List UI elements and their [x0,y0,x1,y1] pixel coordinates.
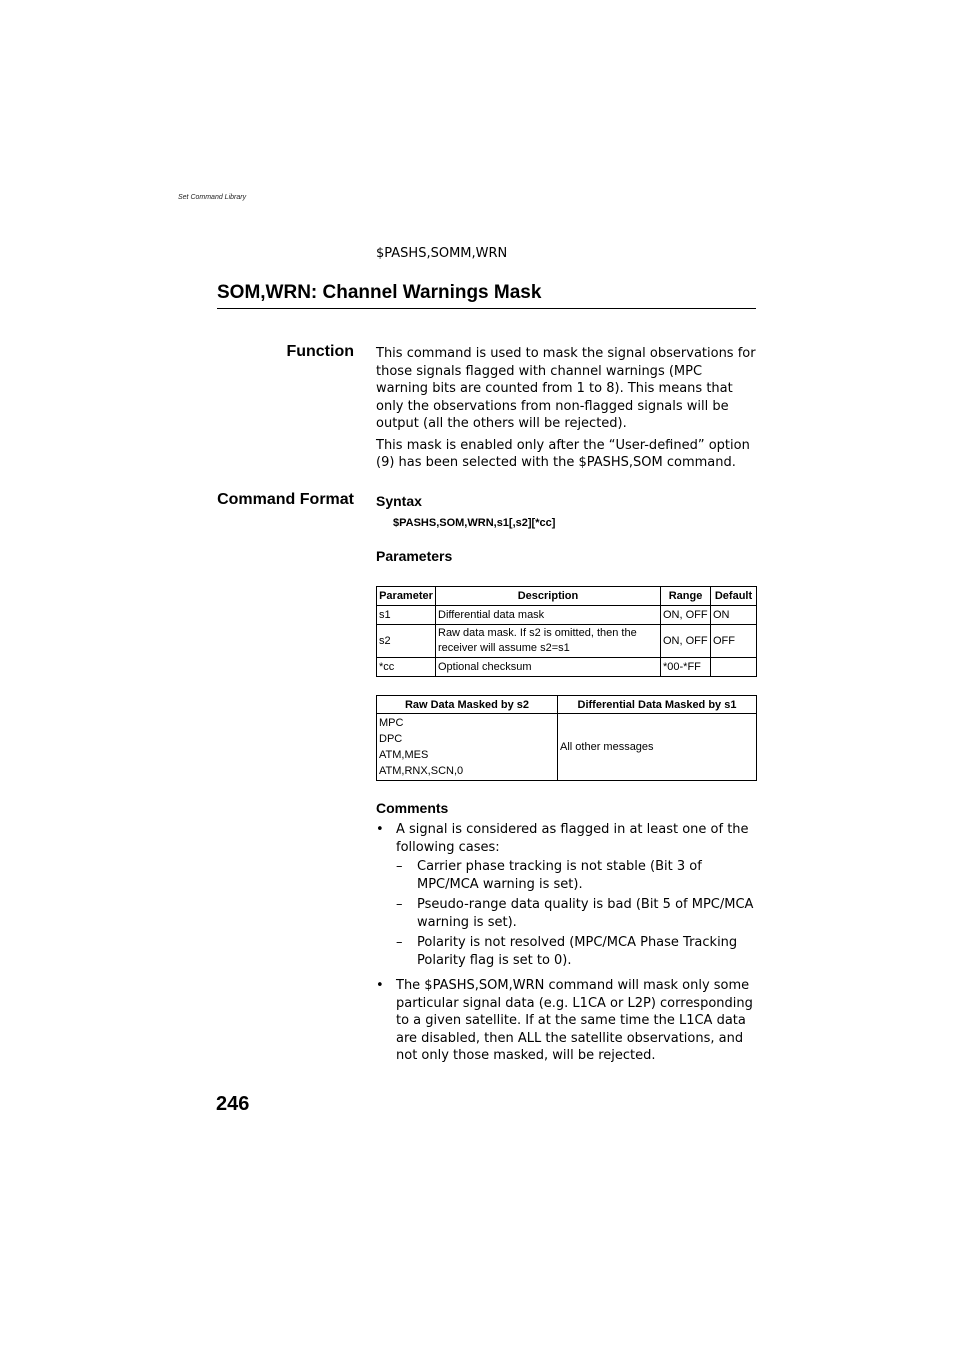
table-header-row [377,587,757,606]
function-paragraph-2: This mask is enabled only after the “User-defined” option (9) has been selected with the $PASHS,SOM command. [376,437,750,470]
table-cell [711,658,757,677]
column-header: Raw Data Masked by s2 [377,696,558,714]
column-header: Range [661,587,711,606]
table-cell: OFF [711,625,757,658]
list-item [376,977,756,1065]
table-cell: Differential data mask [436,606,661,625]
bullet-text: A signal is considered as flagged in at least one of the following cases: [396,822,749,855]
dash-icon: – [396,897,403,912]
bullet-icon: • [376,822,384,837]
comments-body [376,821,756,1065]
comments-list [376,821,756,1065]
command-label: $PASHS,SOMM,WRN [376,246,508,261]
function-heading: Function [286,343,354,360]
column-header: Description [436,587,661,606]
raw-item: MPC [379,717,404,729]
sub-list-item [396,896,756,931]
diff-data-cell: All other messages [558,714,757,781]
table-cell: *00-*FF [661,658,711,677]
raw-item: ATM,MES [379,749,429,761]
dash-icon: – [396,859,403,874]
table-cell: s2 [377,625,436,658]
title-rule [217,308,756,309]
parameters-heading: Parameters [376,548,453,564]
table-row [377,606,757,625]
table-row [377,658,757,677]
table-cell: Raw data mask. If s2 is omitted, then the receiver will assume s2=s1 [436,625,661,658]
raw-data-cell [377,714,558,781]
bullet-icon: • [376,978,384,993]
table-cell: Optional checksum [436,658,661,677]
function-body [376,345,756,472]
table-cell: s1 [377,606,436,625]
comments-heading: Comments [376,800,449,816]
page-title: SOM,WRN: Channel Warnings Mask [217,282,542,303]
raw-item: DPC [379,733,403,745]
table-cell: ON, OFF [661,606,711,625]
table-cell: ON, OFF [661,625,711,658]
column-header: Parameter [377,587,436,606]
sub-list-item [396,858,756,893]
sub-item-text: Pseudo-range data quality is bad (Bit 5 of MPC/MCA warning is set). [417,897,754,930]
mask-table [376,695,757,781]
syntax-heading: Syntax [376,493,422,509]
syntax-string: $PASHS,SOM,WRN,s1[,s2][*cc] [393,517,556,529]
command-format-heading: Command Format [217,491,354,508]
sub-item-text: Polarity is not resolved (MPC/MCA Phase Tracking Polarity flag is set to 0). [417,935,738,968]
sub-list [396,858,756,969]
table-cell: ON [711,606,757,625]
list-item [376,821,756,969]
function-paragraph-1: This command is used to mask the signal observations for those signals flagged with channel warnings (MPC warning bits are counted from 1 to 8). This means that only the observations from non-flagged signals will be output (all the others will be rejected). [376,346,756,431]
column-header: Default [711,587,757,606]
table-header-row [377,696,757,714]
sub-item-text: Carrier phase tracking is not stable (Bit 3 of MPC/MCA warning is set). [417,859,702,892]
column-header: Differential Data Masked by s1 [558,696,757,714]
table-row [377,625,757,658]
bullet-text: The $PASHS,SOM,WRN command will mask only some particular signal data (e.g. L1CA or L2P) corresponding to a given satellite. If at the same time the L1CA data are disabled, then ALL the satellite observations, and not only those masked, will be rejected. [396,978,753,1063]
table-row [377,714,757,781]
raw-item: ATM,RNX,SCN,0 [379,765,464,777]
dash-icon: – [396,935,403,950]
parameters-table [376,586,757,677]
sub-list-item [396,934,756,969]
page-number: 246 [216,1093,250,1115]
table-cell: *cc [377,658,436,677]
running-header: Set Command Library [178,194,247,201]
